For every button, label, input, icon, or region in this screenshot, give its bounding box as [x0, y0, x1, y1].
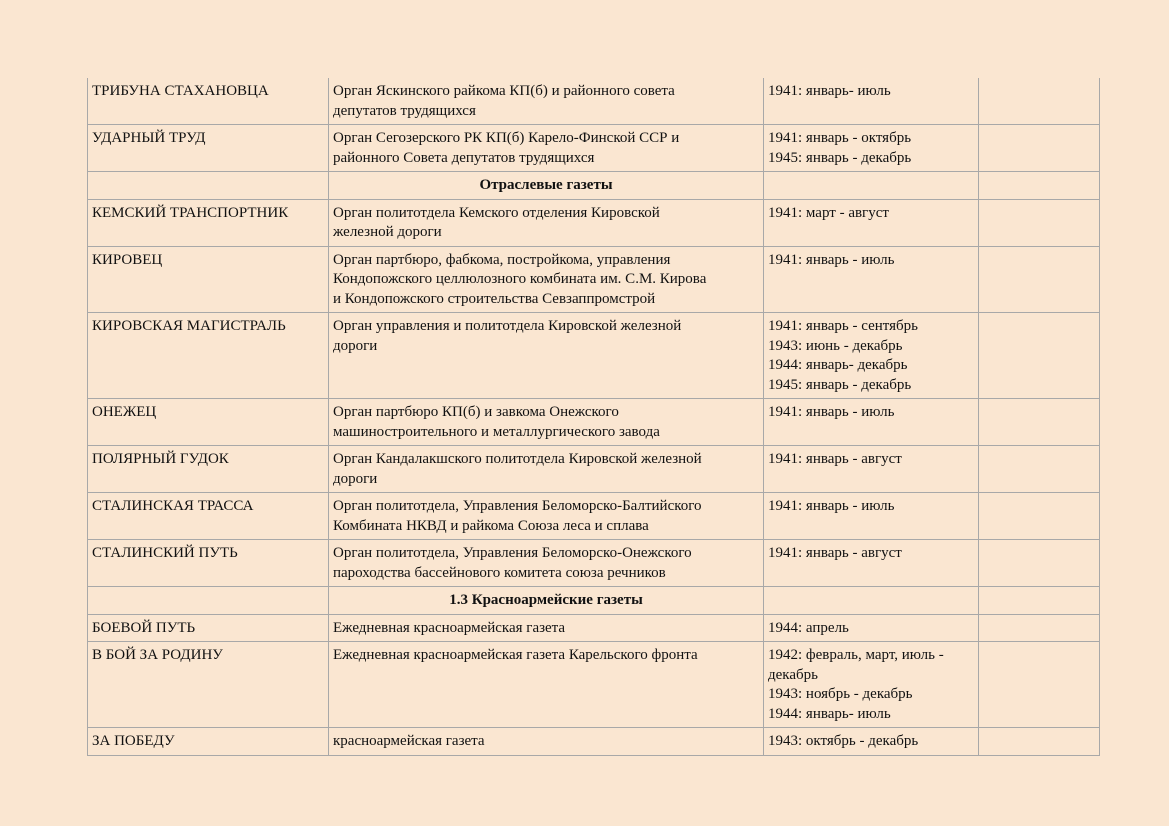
section-title: [329, 172, 764, 200]
notes-cell: [979, 493, 1100, 540]
newspaper-title: КИРОВСКАЯ МАГИСТРАЛЬ: [92, 318, 286, 334]
newspaper-title: СТАЛИНСКАЯ ТРАССА: [92, 498, 254, 514]
description-line: Комбината НКВД и райкома Союза леса и сплава: [333, 517, 649, 534]
newspaper-title: ТРИБУНА СТАХАНОВЦА: [92, 83, 269, 99]
newspaper-catalog-page: [87, 78, 1097, 756]
description-line: районного Совета депутатов трудящихся: [333, 149, 595, 166]
notes-cell: [979, 313, 1100, 399]
description-line: Орган партбюро, фабкома, постройкома, управления: [333, 251, 671, 268]
newspaper-title: В БОЙ ЗА РОДИНУ: [92, 647, 223, 663]
table-row: [88, 246, 1100, 313]
table-row: [88, 540, 1100, 587]
empty-cell: [979, 172, 1100, 200]
table-row: [88, 642, 1100, 728]
date-range: 1943: ноябрь - декабрь: [768, 686, 913, 702]
date-range: 1941: январь - сентябрь: [768, 318, 918, 334]
empty-cell: [764, 587, 979, 615]
dates-cell: [764, 199, 979, 246]
description-line: Орган партбюро КП(б) и завкома Онежского: [333, 404, 619, 420]
newspaper-title-cell: [88, 614, 329, 642]
date-range: 1941: март - август: [768, 204, 889, 221]
newspaper-title-cell: [88, 313, 329, 399]
empty-cell: [764, 172, 979, 200]
newspaper-title: ОНЕЖЕЦ: [92, 404, 157, 420]
newspaper-title-cell: [88, 199, 329, 246]
empty-cell: [88, 587, 329, 615]
notes-cell: [979, 199, 1100, 246]
date-range: 1944: январь- декабрь: [768, 357, 908, 373]
newspaper-title-cell: [88, 446, 329, 493]
description-line: пароходства бассейнового комитета союза речников: [333, 564, 666, 581]
dates-cell: [764, 614, 979, 642]
notes-cell: [979, 614, 1100, 642]
description-line: Орган политотдела Кемского отделения Кировской: [333, 204, 660, 221]
table-row: [88, 614, 1100, 642]
description-cell: [329, 399, 764, 446]
date-range: 1945: январь - декабрь: [768, 149, 912, 166]
newspaper-title: ЗА ПОБЕДУ: [92, 733, 175, 749]
date-range: 1941: январь- июль: [768, 83, 891, 99]
description-cell: [329, 642, 764, 728]
newspaper-title: КЕМСКИЙ ТРАНСПОРТНИК: [92, 204, 289, 221]
date-range: 1944: январь- июль: [768, 705, 891, 722]
description-line: Орган Яскинского райкома КП(б) и районного совета: [333, 83, 675, 99]
date-range: 1941: январь - август: [768, 451, 902, 467]
description-line: железной дороги: [333, 224, 442, 240]
notes-cell: [979, 728, 1100, 756]
newspaper-title: УДАРНЫЙ ТРУД: [92, 130, 206, 146]
dates-cell: [764, 313, 979, 399]
newspaper-title-cell: [88, 246, 329, 313]
date-range: 1941: январь - июль: [768, 498, 895, 514]
section-header-row: [88, 172, 1100, 200]
table-row: [88, 493, 1100, 540]
description-line: Орган политотдела, Управления Беломорско-Онежского: [333, 545, 692, 561]
section-title: [329, 587, 764, 615]
notes-cell: [979, 399, 1100, 446]
description-line: Орган управления и политотдела Кировской железной: [333, 318, 682, 334]
description-line: и Кондопожского строительства Севзаппромстрой: [333, 290, 656, 307]
dates-cell: [764, 399, 979, 446]
description-line: Ежедневная красноармейская газета Карельского фронта: [333, 647, 698, 663]
date-range: 1944: апрель: [768, 619, 849, 636]
description-cell: [329, 246, 764, 313]
date-range: 1941: январь - июль: [768, 404, 895, 420]
description-line: дороги: [333, 337, 378, 354]
dates-cell: [764, 246, 979, 313]
section-label: Отраслевые газеты: [479, 177, 613, 193]
description-cell: [329, 78, 764, 125]
description-cell: [329, 728, 764, 756]
table-row: [88, 446, 1100, 493]
newspaper-title: БОЕВОЙ ПУТЬ: [92, 619, 196, 636]
notes-cell: [979, 540, 1100, 587]
newspaper-title-cell: [88, 78, 329, 125]
date-range: 1941: январь - октябрь: [768, 130, 912, 146]
description-line: депутатов трудящихся: [333, 102, 476, 119]
description-cell: [329, 125, 764, 172]
date-range: декабрь: [768, 666, 818, 683]
newspaper-title-cell: [88, 493, 329, 540]
table-row: [88, 78, 1100, 125]
newspaper-title-cell: [88, 728, 329, 756]
description-cell: [329, 199, 764, 246]
empty-cell: [979, 587, 1100, 615]
description-line: Орган политотдела, Управления Беломорско-Балтийского: [333, 498, 702, 514]
dates-cell: [764, 642, 979, 728]
newspaper-title-cell: [88, 540, 329, 587]
newspaper-title-cell: [88, 125, 329, 172]
description-line: красноармейская газета: [333, 733, 485, 749]
empty-cell: [88, 172, 329, 200]
section-header-row: [88, 587, 1100, 615]
section-label: 1.3 Красноармейские газеты: [449, 592, 643, 608]
description-cell: [329, 493, 764, 540]
date-range: 1941: январь - август: [768, 545, 902, 561]
notes-cell: [979, 446, 1100, 493]
newspaper-title: СТАЛИНСКИЙ ПУТЬ: [92, 545, 238, 561]
dates-cell: [764, 78, 979, 125]
notes-cell: [979, 246, 1100, 313]
notes-cell: [979, 125, 1100, 172]
table-row: [88, 399, 1100, 446]
description-cell: [329, 446, 764, 493]
notes-cell: [979, 642, 1100, 728]
dates-cell: [764, 728, 979, 756]
description-line: Орган Кандалакшского политотдела Кировской железной: [333, 451, 702, 467]
date-range: 1943: октябрь - декабрь: [768, 733, 919, 749]
table-row: [88, 313, 1100, 399]
table-row: [88, 728, 1100, 756]
dates-cell: [764, 540, 979, 587]
description-cell: [329, 614, 764, 642]
newspaper-title-cell: [88, 642, 329, 728]
dates-cell: [764, 446, 979, 493]
newspaper-table: [87, 78, 1100, 756]
newspaper-title-cell: [88, 399, 329, 446]
description-line: Ежедневная красноармейская газета: [333, 619, 566, 636]
notes-cell: [979, 78, 1100, 125]
date-range: 1945: январь - декабрь: [768, 376, 912, 393]
description-line: дороги: [333, 470, 378, 487]
description-line: машиностроительного и металлургического завода: [333, 423, 660, 440]
description-line: Кондопожского целлюлозного комбината им. С.М. Кирова: [333, 271, 707, 287]
table-body: [88, 78, 1100, 755]
newspaper-title: КИРОВЕЦ: [92, 251, 163, 268]
table-row: [88, 125, 1100, 172]
description-cell: [329, 540, 764, 587]
newspaper-title: ПОЛЯРНЫЙ ГУДОК: [92, 451, 229, 467]
dates-cell: [764, 125, 979, 172]
date-range: 1941: январь - июль: [768, 251, 895, 268]
description-cell: [329, 313, 764, 399]
date-range: 1942: февраль, март, июль -: [768, 647, 944, 663]
dates-cell: [764, 493, 979, 540]
table-row: [88, 199, 1100, 246]
date-range: 1943: июнь - декабрь: [768, 337, 903, 354]
description-line: Орган Сегозерского РК КП(б) Карело-Финской ССР и: [333, 130, 680, 146]
